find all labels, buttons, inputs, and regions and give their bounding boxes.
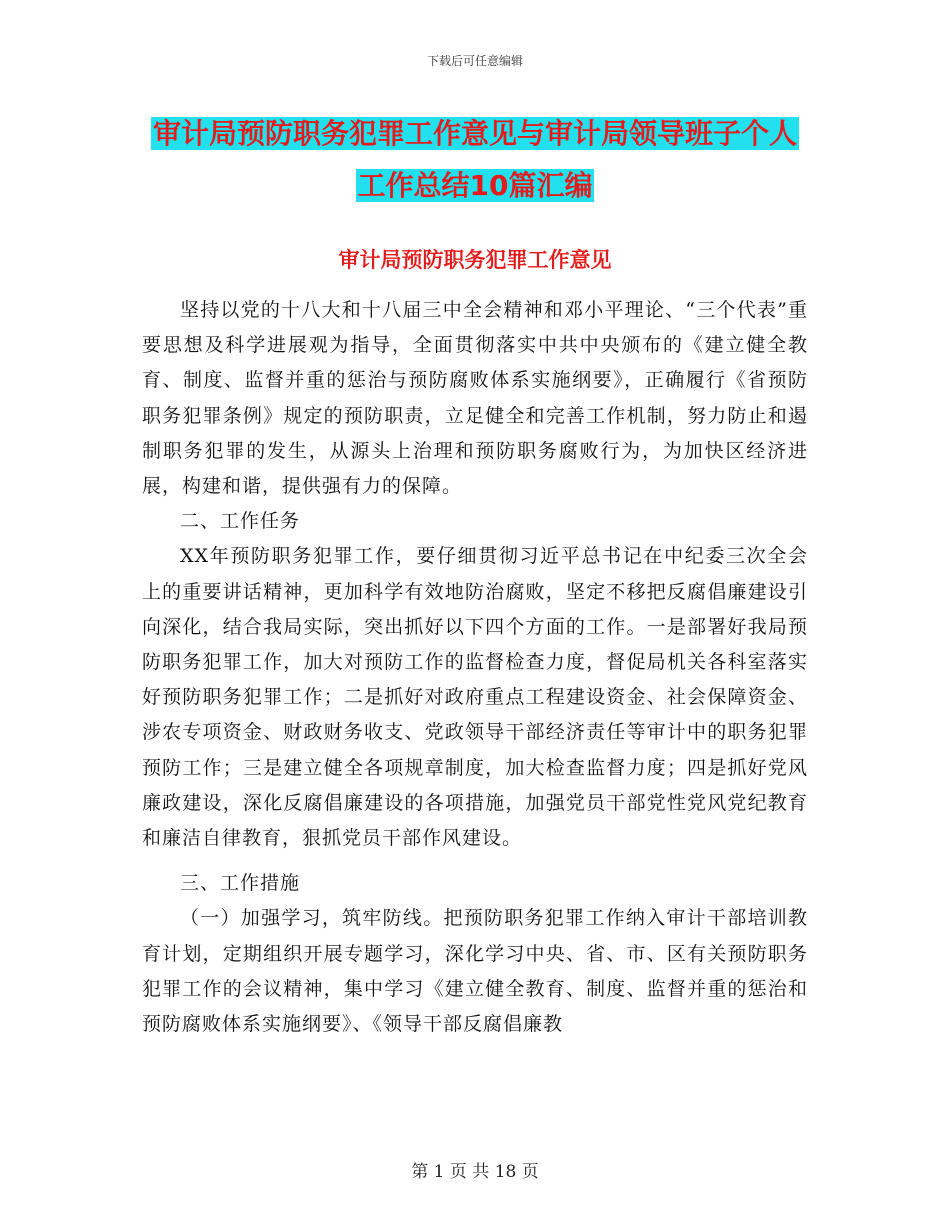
paragraph-measure-1: （一）加强学习，筑牢防线。把预防职务犯罪工作纳入审计干部培训教育计划，定期组织开展专题学习，深化学习中央、省、市、区有关预防职务犯罪工作的会议精神，集中学习《建立健全教育、制度、监督并重的惩治和预防腐败体系实施纲要》、《领导干部反腐倡廉教 bbox=[142, 907, 808, 1036]
document-title-line2: 工作总结10篇汇编 bbox=[357, 169, 593, 202]
document-title-line1: 审计局预防职务犯罪工作意见与审计局领导班子个人 bbox=[152, 117, 797, 150]
section-title: 审计局预防职务犯罪工作意见 bbox=[338, 248, 612, 272]
heading-work-tasks: 二、工作任务 bbox=[180, 510, 301, 533]
document-body bbox=[142, 293, 808, 1042]
paragraph-intro: 坚持以党的十八大和十八届三中全会精神和邓小平理论、“三个代表”重要思想及科学进展观为指导，全面贯彻落实中共中央颁布的《建立健全教育、制度、监督并重的惩治与预防腐败体系实施纲要》，正确履行《省预防职务犯罪条例》规定的预防职责，立足健全和完善工作机制，努力防止和遏制职务犯罪的发生，从源头上治理和预防职务腐败行为，为加快区经济进展，构建和谐，提供强有力的保障。 bbox=[142, 299, 808, 498]
header-note: 下载后可任意编辑 bbox=[426, 54, 523, 68]
page-number: 第 1 页 共 18 页 bbox=[411, 1162, 539, 1182]
paragraph-work-tasks: XX年预防职务犯罪工作，要仔细贯彻习近平总书记在中纪委三次全会上的重要讲话精神，更加科学有效地防治腐败，坚定不移把反腐倡廉建设引向深化，结合我局实际，突出抓好以下四个方面的工作。一是部署好我局预防职务犯罪工作，加大对预防工作的监督检查力度，督促局机关各科室落实好预防职务犯罪工作；二是抓好对政府重点工程建设资金、社会保障资金、涉农专项资金、财政财务收支、党政领导干部经济责任等审计中的职务犯罪预防工作；三是建立健全各项规章制度，加大检查监督力度；四是抓好党风廉政建设，深化反腐倡廉建设的各项措施，加强党员干部党性党风党纪教育和廉洁自律教育，狠抓党员干部作风建设。 bbox=[142, 545, 808, 850]
document-title bbox=[150, 108, 800, 212]
heading-work-measures: 三、工作措施 bbox=[180, 872, 301, 895]
